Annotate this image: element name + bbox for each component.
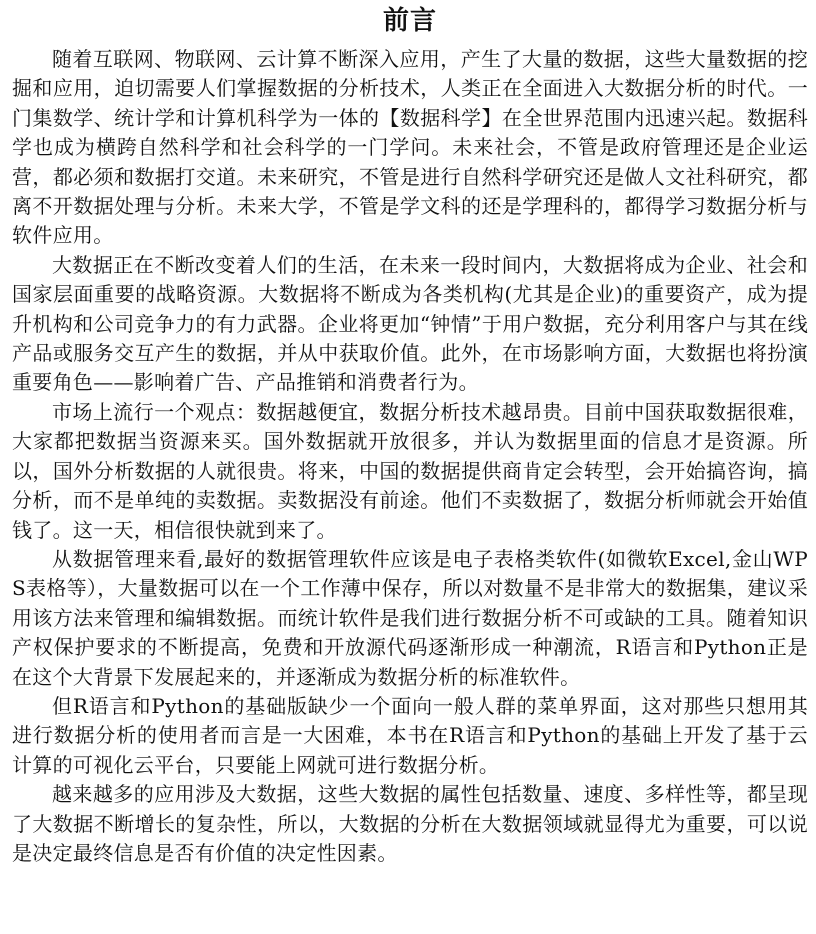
paragraph-5: 但R语言和Python的基础版缺少一个面向一般人群的菜单界面，这对那些只想用其进行数据分析的使用者而言是一大困难，本书在R语言和Python的基础上开发了基于云计算的可视化云平台，只要能上网就可进行数据分析。 [12, 693, 808, 777]
page-title: 前言 [382, 6, 437, 36]
paragraph-2: 大数据正在不断改变着人们的生活，在未来一段时间内，大数据将成为企业、社会和国家层面重要的战略资源。大数据将不断成为各类机构(尤其是企业)的重要资产，成为提升机构和公司竞争力的有力武器。企业将更加“钟情”于用户数据，充分利用客户与其在线产品或服务交互产生的数据，并从中获取价值。此外，在市场影响方面，大数据也将扮演重要角色——影响着广告、产品推销和消费者行为。 [12, 252, 808, 395]
paragraph-1: 随着互联网、物联网、云计算不断深入应用，产生了大量的数据，这些大量数据的挖掘和应用，迫切需要人们掌握数据的分析技术，人类正在全面进入大数据分析的时代。一门集数学、统计学和计算机科学为一体的【数据科学】在全世界范围内迅速兴起。数据科学也成为横跨自然科学和社会科学的一门学问。未来社会，不管是政府管理还是企业运营，都必须和数据打交道。未来研究，不管是进行自然科学研究还是做人文社科研究，都离不开数据处理与分析。未来大学，不管是学文科的还是学理科的，都得学习数据分析与软件应用。 [12, 47, 808, 248]
paragraph-4: 从数据管理来看,最好的数据管理软件应该是电子表格类软件(如微软Excel,金山WPS表格等），大量数据可以在一个工作薄中保存，所以对数量不是非常大的数据集，建议采用该方法来管理和编辑数据。而统计软件是我们进行数据分析不可或缺的工具。随着知识产权保护要求的不断提高，免费和开放源代码逐渐形成一种潮流，R语言和Python正是在这个大背景下发展起来的，并逐渐成为数据分析的标准软件。 [12, 546, 808, 689]
paragraph-6: 越来越多的应用涉及大数据，这些大数据的属性包括数量、速度、多样性等，都呈现了大数据不断增长的复杂性，所以，大数据的分析在大数据领域就显得尤为重要，可以说是决定最终信息是否有价值的决定性因素。 [12, 782, 808, 865]
paragraph-3: 市场上流行一个观点：数据越便宜，数据分析技术越昂贵。目前中国获取数据很难，大家都把数据当资源来买。国外数据就开放很多，并认为数据里面的信息才是资源。所以，国外分析数据的人就很贵。将来，中国的数据提供商肯定会转型，会开始搞咨询，搞分析，而不是单纯的卖数据。卖数据没有前途。他们不卖数据了，数据分析师就会开始值钱了。这一天，相信很快就到来了。 [12, 399, 808, 542]
